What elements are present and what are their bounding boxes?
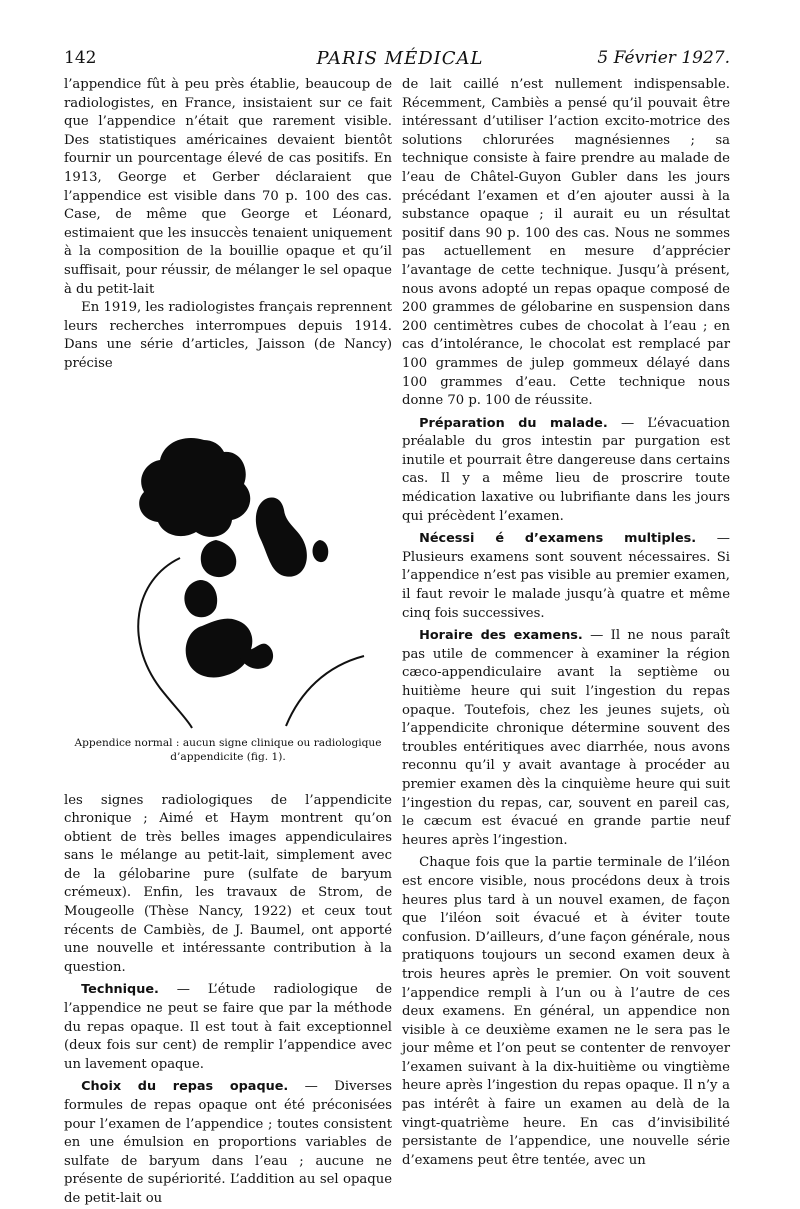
figure-caption [64, 736, 392, 764]
journal-title: PARIS MÉDICAL [316, 48, 484, 69]
left-paragraph-1: l’appendice fût à peu près établie, beaucoup de radiologistes, en France, insistaient sur ce fait que l’appendice n’était que rarement visible. Des statistiques américaines devaient bientôt fournir un pourcentage élevé de cas positifs. En 1913, George et Gerber déclaraient que l’appendice est visible dans 70 p. 100 des cas. Case, de même que George et Léonard, estimaient que les insuccès tenaient uniquement à la composition de la bouillie opaque et qu’il suffisait, pour réussir, de mélanger le sel opaque à du petit-lait [64, 77, 392, 297]
radiograph-figure [64, 430, 392, 730]
right-column [402, 76, 730, 1170]
horaire-section [402, 627, 730, 850]
page-number: 142 [64, 48, 97, 68]
technique-section [64, 981, 392, 1074]
left-paragraph-3: les signes radiologiques de l’appendicite chronique ; Aimé et Haym montrent qu’on obtient de très belles images appendiculaires sans le mélange au petit-lait, simplement avec de la gélobarine pure (sulfate de baryum crémeux). Enfin, les travaux de Strom, de Mougeolle (Thèse Nancy, 1922) et ceux tout récents de Cambiès, de J. Baumel, ont apporté une nouvelle et intéressante contribution à la question. [64, 792, 392, 975]
technique-heading: Technique. [81, 982, 159, 998]
right-paragraph-1: de lait caillé n’est nullement indispensable. Récemment, Cambiès a pensé qu’il pouvait être intéressant d’utiliser l’action excito-motrice des solutions chlorurées magnésiennes ; sa technique consiste à faire prendre au malade de l’eau de Châtel-Guyon Gubler dans les jours précédant l’examen et d’en ajouter aussi à la substance opaque ; il aurait eu un résultat positif dans 90 p. 100 des cas. Nous ne sommes pas actuellement en mesure d’apprécier l’avantage de cette technique. Jusqu’à présent, nous avons adopté un repas opaque composé de 200 grammes de gélobarine en suspension dans 200 centimètres cubes de chocolat à l’eau ; en cas d’intolérance, le chocolat est remplacé par 100 grammes de julep gommeux délayé dans 100 grammes d’eau. Cette technique nous donne 70 p. 100 de réussite. [402, 77, 730, 409]
left-paragraph-2: En 1919, les radiologistes français reprennent leurs recherches interrompues depuis 1914. Dans une série d’articles, Jaisson (de Nancy) précise [64, 300, 393, 371]
appendix-radiograph-illustration [64, 430, 392, 730]
preparation-text: — L’évacuation préalable du gros intestin par purgation est inutile et pourrait être dangereuse dans certains cas. Il y a même lieu de proscrire toute médication laxative ou lubrifiante dans les jours qui précèdent l’examen. [402, 415, 730, 524]
necessite-text: — Plusieurs examens sont souvent nécessaires. Si l’appendice n’est pas visible au premier examen, il faut revoir le malade jusqu’à quatre et même cinq fois successives. [402, 531, 730, 621]
horaire-text: — Il ne nous paraît pas utile de commencer à examiner la région cæco-appendiculaire avant la septième ou huitième heure qui suit l’ingestion du repas opaque. Toutefois, chez les jeunes sujets, où l’appendicite chronique détermine souvent des troubles entéritiques avec diarrhée, nous avons reconnu qu’il y avait avantage à procéder au premier examen dès la cinquième heure qui suit l’ingestion du repas, car, souvent en pareil cas, le cæcum est évacué en grande partie neuf heures après l’ingestion. [402, 628, 730, 848]
technique-text: — L’étude radiologique de l’appendice ne peut se faire que par la méthode du repas opaque. Il est tout à fait exceptionnel (deux fois sur cent) de remplir l’appendice avec un lavement opaque. [64, 982, 392, 1072]
choix-heading: Choix du repas opaque. [81, 1079, 289, 1095]
preparation-section [402, 415, 730, 527]
horaire-heading: Horaire des examens. [419, 628, 583, 644]
left-column [64, 76, 392, 1209]
necessite-heading: Nécessi é d’examens multiples. [419, 531, 697, 547]
necessite-section [402, 530, 730, 623]
choix-text: — Diverses formules de repas opaque ont été préconisées pour l’examen de l’appendice ; toutes consistent en une émulsion en proportions variables de sulfate de baryum dans l’eau ; aucune ne présente de supériorité. L’addition au sel opaque de petit-lait ou [64, 1079, 392, 1206]
figure-caption-line-1: Appendice normal : aucun signe clinique ou radiologique [74, 736, 382, 749]
issue-date: 5 Février 1927. [597, 48, 730, 68]
choix-section [64, 1078, 392, 1208]
figure-caption-line-2: d’appendicite (fig. 1). [170, 750, 286, 763]
preparation-heading: Préparation du malade. [419, 415, 608, 431]
right-paragraph-final: Chaque fois que la partie terminale de l’iléon est encore visible, nous procédons deux à trois heures plus tard à un nouvel examen, de façon que l’iléon soit évacué et à éviter toute confusion. D’ailleurs, d’une façon générale, nous pratiquons toujours un second examen deux à trois heures après le premier. On voit souvent l’appendice rempli à l’un ou à l’autre de ces deux examens. En général, un appendice non visible à ce deuxième examen ne le sera pas le jour même et l’on peut se contenter de renvoyer l’examen suivant à la dix-huitième ou vingtième heure après l’ingestion du repas opaque. Il n’y a pas intérêt à faire un examen au delà de la vingt-quatrième heure. En cas d’invisibilité persistante de l’appendice, une nouvelle série d’examens peut être tentée, avec un [402, 855, 730, 1168]
